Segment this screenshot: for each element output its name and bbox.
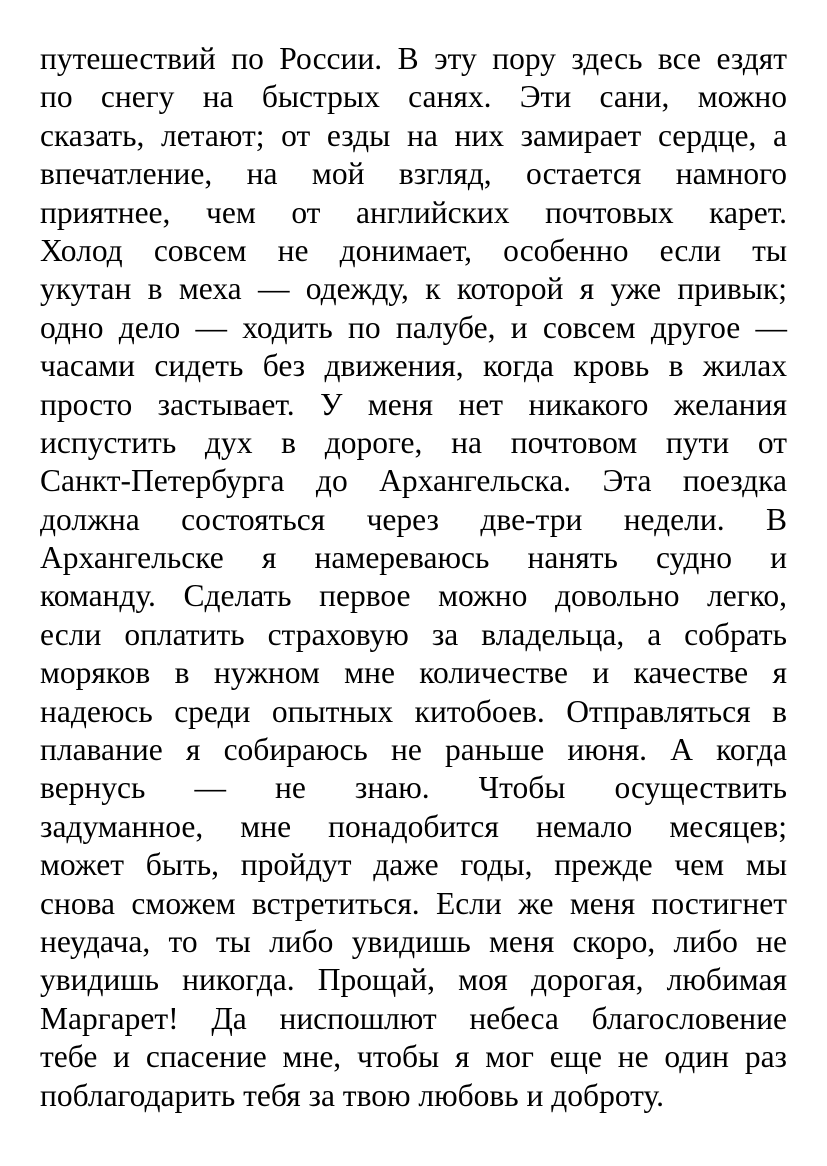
- text-line: неудача, то ты либо увидишь меня скоро, либо не: [40, 923, 787, 959]
- text-line: по снегу на быстрых санях. Эти сани, можно: [40, 79, 787, 115]
- text-line: если оплатить страховую за владельца, а собрать: [40, 616, 787, 652]
- text-line: укутан в меха — одежду, к которой я уже привык;: [40, 271, 787, 307]
- text-line: Архангельске я намереваюсь нанять судно и: [40, 540, 787, 576]
- document-page: [40, 40, 787, 1115]
- text-line: впечатление, на мой взгляд, остается намного: [40, 156, 787, 192]
- text-line: одно дело — ходить по палубе, и совсем другое —: [40, 309, 787, 345]
- text-line: поблагодарить тебя за твою любовь и доброту.: [40, 1077, 664, 1113]
- text-line: тебе и спасение мне, чтобы я мог еще не один раз: [40, 1039, 787, 1075]
- text-line: увидишь никогда. Прощай, моя дорогая, любимая: [40, 962, 787, 998]
- text-line: надеюсь среди опытных китобоев. Отправляться в: [40, 693, 787, 729]
- text-line: моряков в нужном мне количестве и качестве я: [40, 655, 787, 691]
- text-line: плавание я собираюсь не раньше июня. А когда: [40, 732, 787, 768]
- text-line: может быть, пройдут даже годы, прежде чем мы: [40, 847, 787, 883]
- text-line: задуманное, мне понадобится немало месяцев;: [40, 808, 787, 844]
- text-line: Санкт-Петербурга до Архангельска. Эта поездка: [40, 463, 787, 499]
- text-line: снова сможем встретиться. Если же меня постигнет: [40, 885, 787, 921]
- text-line: часами сидеть без движения, когда кровь в жилах: [40, 348, 787, 384]
- text-line: сказать, летают; от езды на них замирает сердце, а: [40, 117, 787, 153]
- text-line: приятнее, чем от английских почтовых карет.: [40, 194, 787, 230]
- text-line: Холод совсем не донимает, особенно если ты: [40, 232, 787, 268]
- text-line: должна состояться через две-три недели. В: [40, 501, 787, 537]
- text-line: путешествий по России. В эту пору здесь все ездят: [40, 41, 787, 76]
- text-line: Маргарет! Да ниспошлют небеса благословение: [40, 1000, 787, 1036]
- text-line: просто застывает. У меня нет никакого желания: [40, 386, 787, 422]
- text-line: команду. Сделать первое можно довольно легко,: [40, 578, 787, 614]
- text-line: вернусь — не знаю. Чтобы осуществить: [40, 770, 787, 806]
- text-line: испустить дух в дороге, на почтовом пути от: [40, 424, 787, 460]
